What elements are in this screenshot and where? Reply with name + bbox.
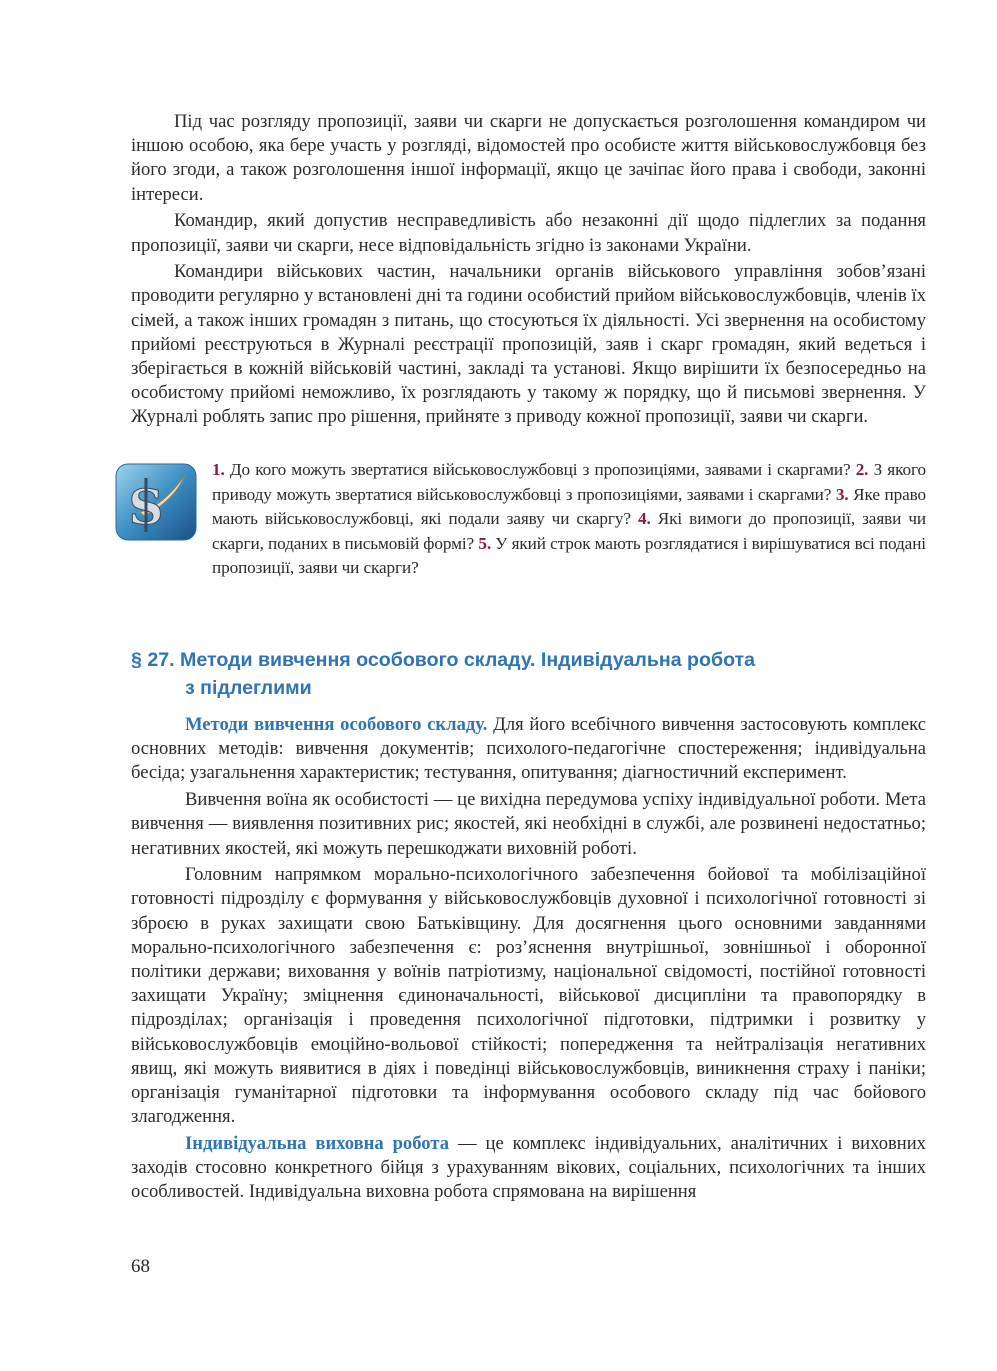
term-individual-work: Індивідуальна виховна робота <box>185 1132 449 1154</box>
paragraph-soldier-study: Вивчення воїна як особистості — це вихідна передумова успіху індивідуальної роботи. Мета вивчення — виявлення позитивних рис; якостей, які необхідні в службі, але розвинені недостатньо; негативних якостей, які можуть перешкоджати виховній роботі. <box>131 789 926 859</box>
question-2: З якого приводу можуть звертатися військовослужбовці з пропозиціями, заявами і скаргами? <box>212 460 926 504</box>
section-body <box>131 713 926 1207</box>
paragraph-personal-reception: Командири військових частин, начальники органів військового управління зобов’язані проводити регулярно у встановлені дні та години особистий прийом військовослужбовців, членів їх сімей, а також інших громадян з питань, що стосуються їх діяльності. Усі звернення на особистому прийомі реєструються в Журналі реєстрації пропозицій, заяв і скарг громадян, який ведеться і зберігається в кожній військовій частині, закладі та установі. Якщо вирішити їх безпосередньо на особистому прийомі неможливо, їх розглядають у такому ж порядку, що й письмові звернення. У Журналі роблять запис про рішення, прийняте з приводу кожної пропозиції, заяви чи скарги. <box>131 261 926 428</box>
paragraph-moral-psychological: Головним напрямком морально-психологічного забезпечення бойової та мобілізаційної готовності підрозділу є формування у військовослужбовців духовної і психологічної готовності зі зброєю в руках захищати свою Батьківщину. Для досягнення цього основними завданнями морально-психологічного забезпечення є: роз’яснення внутрішньої, зовнішньої і оборонної політики держави; виховання у воїнів патріотизму, національної свідомості, постійної готовності захищати Україну; зміцнення єдиноначальності, військової дисципліни та правопорядку в підрозділах; організація і проведення психологічної підготовки, підтримки і розвитку у військовослужбовців емоційно-вольової стійкості; попередження та нейтралізація негативних явищ, які можуть виявитися в діях і поведінці військовослужбовців, виникнення страху і паніки; організація гуманітарної підготовки та інформування особового складу під час бойового злагодження. <box>131 864 926 1128</box>
paragraph-individual-work <box>131 1132 926 1205</box>
questions-text <box>212 458 926 581</box>
paragraph-responsibility: Командир, який допустив несправедливість або незаконні дії щодо підлеглих за подання пропозиції, заяви чи скарги, несе відповідальність згідно із законами України. <box>131 210 926 256</box>
paragraph-study-methods <box>131 713 926 786</box>
question-number-5: 5. <box>478 533 492 553</box>
question-number-2: 2. <box>855 460 869 479</box>
page-number: 68 <box>131 1256 150 1277</box>
paragraph-study-methods-text: Для його всебічного вивчення застосовують комплекс основних методів: вивчення документів; психолого-педагогічне спостереження; індивідуальна бесіда; узагальнення характеристик; тестування, опитування; діагностичний експеримент. <box>131 714 926 784</box>
question-4: Які вимоги до пропозиції, заяви чи скарги, поданих в письмовій формі? <box>212 509 926 553</box>
question-number-1: 1. <box>212 460 225 479</box>
question-5: У який строк мають розглядатися і вирішуватися всі подані пропозиції, заяви чи скарги? <box>212 533 926 578</box>
question-number-4: 4. <box>638 509 651 529</box>
paragraph-privacy: Під час розгляду пропозиції, заяви чи скарги не допускається розголошення командиром чи іншою особою, яка бере участь у розгляді, відомостей про особисте життя військовослужбовця без його згоди, а також розголошення іншої інформації, якщо це зачіпає його права і свободи, законні інтереси. <box>131 111 926 205</box>
top-text-block <box>131 110 926 432</box>
question-number-3: 3. <box>835 484 849 504</box>
review-questions <box>112 458 926 578</box>
question-3: Яке право мають військовослужбовці, які подали заяву чи скаргу? <box>212 484 926 529</box>
questions-icon <box>112 462 200 542</box>
section-heading <box>131 646 926 702</box>
term-study-methods: Методи вивчення особового складу. <box>185 714 488 735</box>
section-heading-line-2: з підлеглими <box>185 677 312 699</box>
paragraph-individual-work-text: — це комплекс індивідуальних, аналітичних і виховних заходів стосовно конкретного бійця з урахуванням вікових, соціальних, психологічних та інших особливостей. Індивідуальна виховна робота спрямована на вирішення <box>131 1132 926 1203</box>
section-heading-line-1: § 27. Методи вивчення особового складу. Індивідуальна робота <box>131 649 756 671</box>
question-1: До кого можуть звертатися військовослужбовці з пропозиціями, заявами і скаргами? <box>229 460 851 479</box>
svg-text:S: S <box>128 480 164 536</box>
